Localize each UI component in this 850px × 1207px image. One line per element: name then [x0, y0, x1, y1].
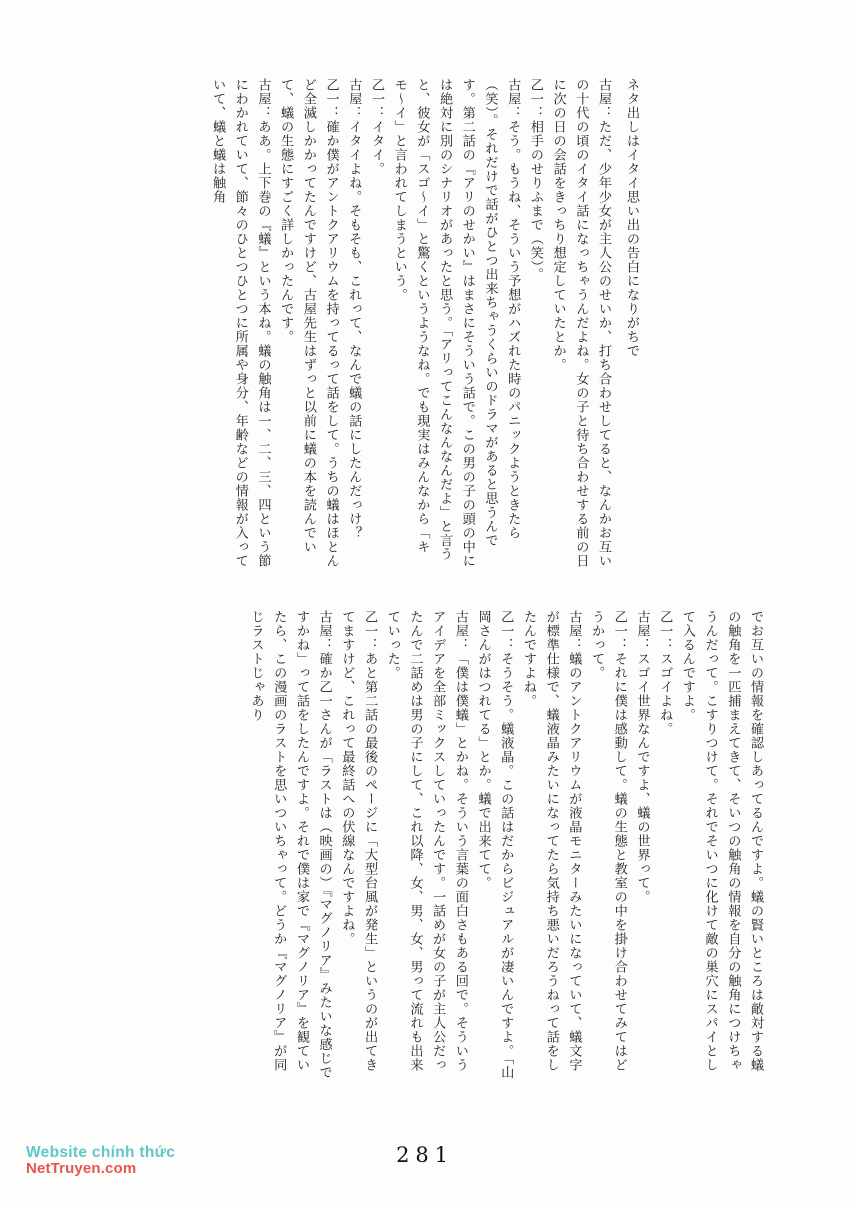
lower-text-column-group [22, 610, 766, 1080]
paragraph: 古屋：ああ。上下巻の『蟻』という本ね。蟻の触角は一、二、三、四という節にわかれていて、節々のひとつひとつに所属や身分、年齢などの情報が入っていて、蟻と蟻は触角 [210, 78, 271, 568]
watermark-line-2: NetTruyen.com [26, 1159, 137, 1177]
watermark [26, 1144, 175, 1177]
paragraph: 古屋：確か乙一さんが「ラストは（映画の）『マグノリア』みたいな感じですかね」って話をしたんですよ。それで僕は家で『マグノリア』を観ていたら、この漫画のラストを思いついちゃって。どうか『マグノリア』が同じラストじゃあり [248, 610, 332, 1080]
upper-text-column-group [26, 78, 614, 568]
watermark-line-1: Website chính thức [26, 1143, 176, 1161]
intro-heading-text: ネタ出しはイタイ思い出の告白になりがちで [624, 78, 639, 358]
paragraph: 古屋：ただ、少年少女が主人公のせいか、打ち合わせしてると、なんかお互いの十代の頃のイタイ話になっちゃうんだよね。女の子と待ち合わせする前の日に次の日の会話をきっちり想定していたとか。 [550, 78, 611, 568]
paragraph: 乙一：相手のせりふまで（笑）。 [527, 78, 543, 282]
paragraph: 乙一：それに僕は感動して。蟻の生態と教室の中を掛け合わせてみてはどうかって。 [589, 610, 627, 1072]
paragraph: 乙一：イタイ。 [368, 78, 384, 176]
paragraph: 古屋：蟻のアントクアリウムが液晶モニターみたいになっていて、蟻文字が標準仕様で、蟻液晶みたいになってたら気持ち悪いだろうねって話をしたんですよね。 [520, 610, 582, 1072]
paragraph: 古屋：「僕は僕蟻」とかね。そういう言葉の面白さもある回で。そういうアイデアを全部ミックスしていったんです。一話めが女の子が主人公だったんで二話めは男の子にして、これ以降、女、男、女、男って流れも出来ていった。 [384, 610, 468, 1072]
paragraph: 乙一：確か僕がアントクアリウムを持ってるって話をして。うちの蟻はほとんど全滅しかかってたんですけど、古屋先生はずっと以前に蟻の本を読んでいて、蟻の生態にすごく詳しかったんです。 [278, 78, 339, 568]
paragraph: 乙一：スゴイよね。 [657, 610, 673, 736]
page-number: 281 [396, 1143, 454, 1167]
paragraph: 乙一：そうそう。蟻液晶。この話はだからビジュアルが凄いんですよ。「山岡さんがはつれてる」とか。蟻で出来てて。 [475, 610, 514, 1080]
intro-heading [619, 78, 642, 533]
paragraph: 乙一：あと第二話の最後のページに「大型台風が発生」というのが出てきてますけど、これって最終話への伏線なんですよね。 [339, 610, 378, 1072]
paragraph: でお互いの情報を確認しあってるんですよ。蟻の賢いところは敵対する蟻の触角を一匹捕まえてきて、そいつの触角の情報を自分の触角につけちゃうんだって。こすりつけて。それでそいつに化けて敵の巣穴にスパイとして入るんですよ。 [679, 610, 763, 1072]
paragraph: 古屋：そう。もうね、そういう予想がハズれた時のパニックようときたら（笑）。それだけで話がひとつ出来ちゃうくらいのドラマがあると思うんです。第二話の『アリのせかい』はまさにそういう話で。この男の子の頭の中には絶対に別のシナリオがあったと思う。「アリってこんなんなんだよ」と言うと、彼女が「スゴ〜イ」と驚くというようなね。でも現実はみんなから「キモ〜イ」と言われてしまうという。 [391, 78, 521, 568]
paragraph: 古屋：スゴイ世界なんですよ、蟻の世界って。 [634, 610, 650, 904]
paragraph: 古屋：イタイよね。そもそも、これって、なんで蟻の話にしたんだっけ？ [346, 78, 362, 540]
